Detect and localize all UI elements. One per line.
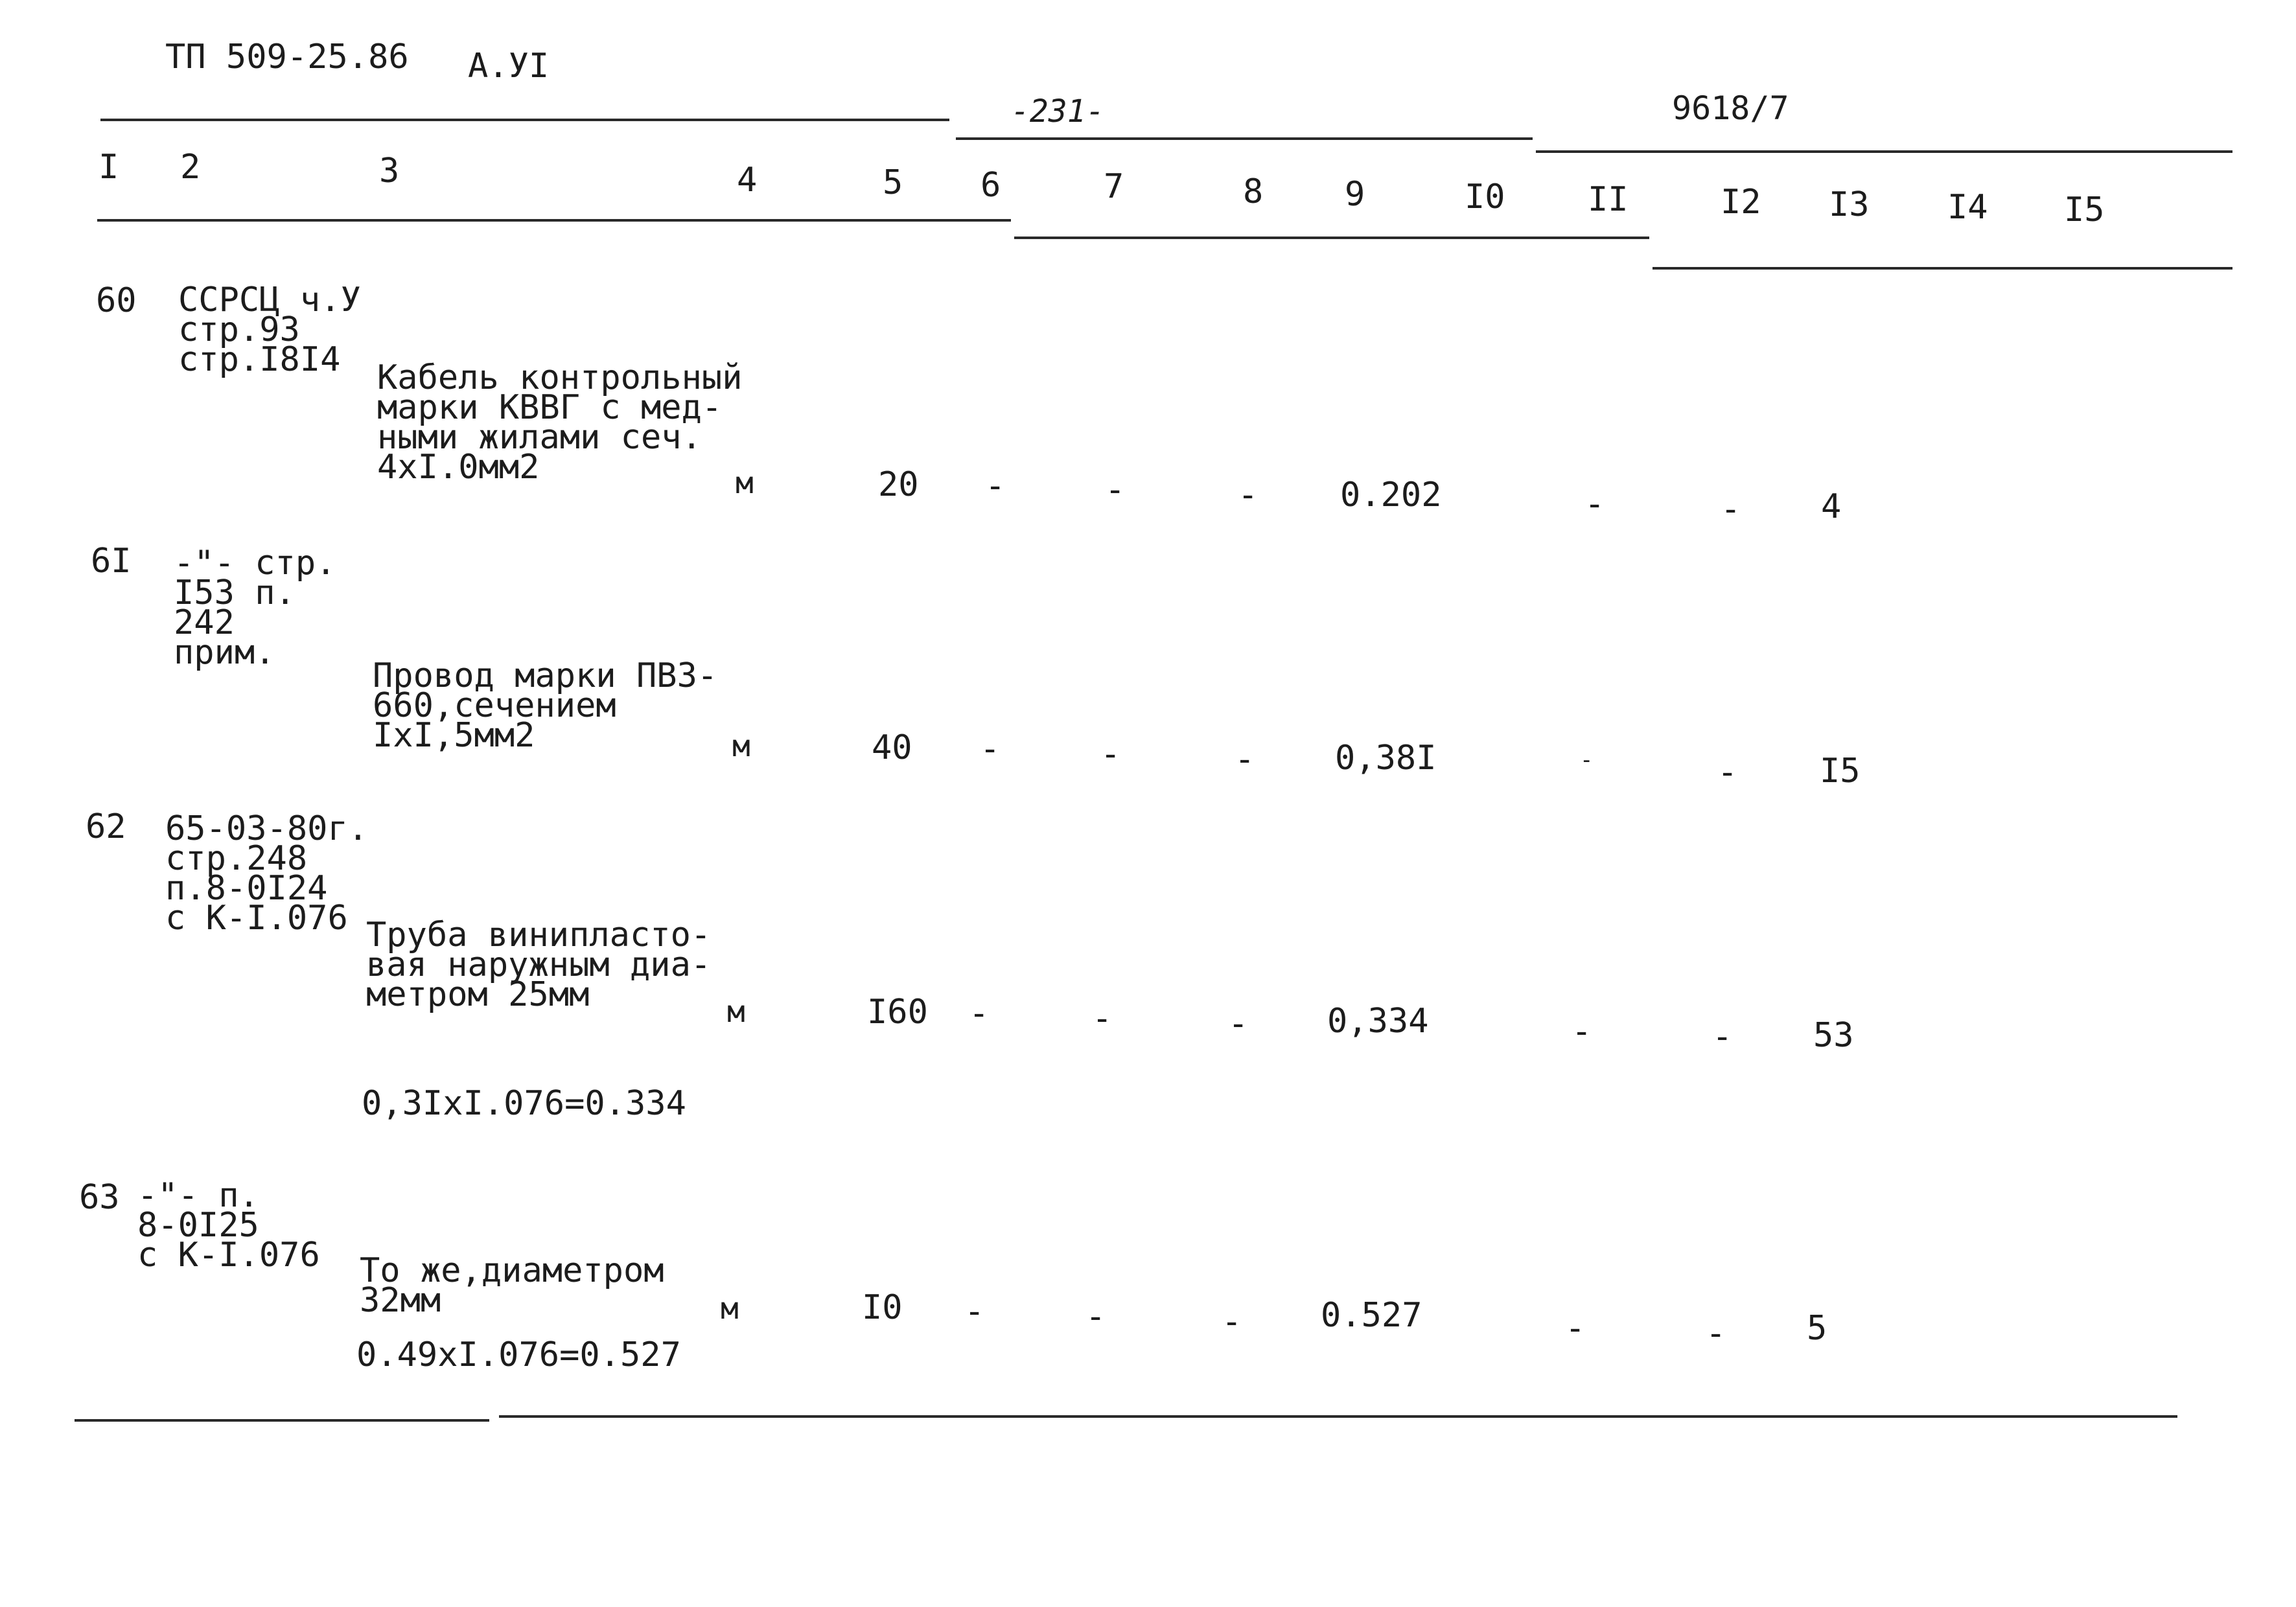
row-col8: - bbox=[1238, 476, 1258, 514]
row-col6: - bbox=[969, 994, 990, 1033]
col-header-7: 7 bbox=[1104, 167, 1124, 206]
col-header-6: 6 bbox=[980, 166, 1001, 205]
col-header-5: 5 bbox=[883, 163, 903, 202]
row-quantity: 40 bbox=[872, 728, 912, 767]
row-calculation: 0.49хI.076=0.527 bbox=[356, 1335, 681, 1374]
bottom-rule-right bbox=[499, 1415, 2177, 1418]
row-quantity: 20 bbox=[878, 465, 919, 504]
row-col6: - bbox=[980, 730, 1001, 769]
col-header-2: 2 bbox=[180, 148, 201, 187]
row-col9: 0.202 bbox=[1340, 476, 1442, 514]
row-col9: 0.527 bbox=[1321, 1296, 1422, 1335]
row-unit: м bbox=[727, 994, 745, 1029]
row-col12: - bbox=[1712, 1017, 1733, 1056]
bottom-rule-left bbox=[75, 1419, 489, 1422]
col-header-14: I4 bbox=[1947, 188, 1988, 227]
row-source-ref: -"- п. 8-0I25 с К-I.076 bbox=[137, 1176, 320, 1275]
row-item-name: То же,диаметром 32мм bbox=[360, 1251, 664, 1320]
row-calculation: 0,3IхI.076=0.334 bbox=[362, 1084, 686, 1123]
row-col7: - bbox=[1105, 470, 1126, 509]
col-header-8: 8 bbox=[1243, 172, 1264, 211]
row-col12: - bbox=[1706, 1314, 1726, 1353]
row-unit: м bbox=[732, 728, 750, 763]
row-col7: - bbox=[1100, 735, 1121, 774]
row-number: 6I bbox=[91, 542, 132, 581]
row-quantity: I0 bbox=[862, 1288, 903, 1327]
top-rule-right bbox=[1536, 150, 2232, 153]
row-col7: - bbox=[1085, 1297, 1106, 1336]
row-col12: - bbox=[1721, 490, 1741, 529]
row-col8: - bbox=[1235, 740, 1255, 779]
doc-code: ТП 509-25.86 bbox=[165, 38, 409, 76]
row-col11: - bbox=[1580, 747, 1594, 773]
col-header-10: I0 bbox=[1465, 178, 1505, 216]
row-item-name: Труба винипласто- вая наружным диа- метром 25мм bbox=[366, 916, 712, 1014]
row-col8: - bbox=[1222, 1302, 1242, 1341]
row-source-ref: ССРСЦ ч.У стр.93 стр.I8I4 bbox=[178, 281, 361, 379]
col-header-1: I bbox=[99, 148, 119, 187]
top-rule-left bbox=[100, 119, 949, 121]
row-unit: м bbox=[736, 465, 754, 500]
row-col7: - bbox=[1092, 999, 1113, 1038]
col-header-12: I2 bbox=[1721, 183, 1761, 222]
row-source-ref: -"- стр. I53 п. 242 прим. bbox=[174, 544, 336, 672]
row-col9: 0,38I bbox=[1335, 739, 1437, 778]
row-col13: 4 bbox=[1821, 487, 1842, 526]
header-rule-middle bbox=[1014, 237, 1649, 239]
page-number: -231- bbox=[1011, 93, 1105, 130]
row-col11: - bbox=[1584, 485, 1605, 524]
row-col13: 53 bbox=[1813, 1016, 1854, 1055]
header-rule-right bbox=[1652, 267, 2232, 270]
row-col11: - bbox=[1571, 1012, 1592, 1051]
row-col6: - bbox=[964, 1292, 985, 1331]
row-item-name: Провод марки ПВЗ- 660,сечением IхI,5мм2 bbox=[373, 656, 718, 755]
col-header-4: 4 bbox=[737, 161, 758, 200]
top-rule-middle bbox=[956, 137, 1533, 140]
row-col13: 5 bbox=[1807, 1309, 1827, 1348]
col-header-9: 9 bbox=[1345, 175, 1365, 214]
row-col11: - bbox=[1565, 1309, 1586, 1348]
col-header-3: 3 bbox=[379, 152, 400, 191]
archive-number: 9618/7 bbox=[1672, 89, 1789, 127]
col-header-11: II bbox=[1588, 180, 1629, 219]
row-number: 63 bbox=[79, 1178, 120, 1217]
col-header-15: I5 bbox=[2064, 191, 2105, 229]
col-header-13: I3 bbox=[1829, 185, 1870, 224]
album-label: А.УI bbox=[468, 47, 550, 86]
row-col13: I5 bbox=[1820, 752, 1861, 791]
row-item-name: Кабель контрольный марки КВВГ с мед- ными жилами сеч. 4хI.0мм2 bbox=[377, 358, 743, 487]
row-col8: - bbox=[1228, 1004, 1249, 1043]
row-col6: - bbox=[985, 467, 1006, 505]
row-quantity: I60 bbox=[867, 993, 928, 1032]
row-number: 62 bbox=[86, 807, 126, 846]
row-col12: - bbox=[1717, 753, 1738, 792]
row-unit: м bbox=[721, 1291, 739, 1326]
row-number: 60 bbox=[96, 281, 137, 320]
row-col9: 0,334 bbox=[1327, 1002, 1429, 1041]
header-rule-left bbox=[97, 219, 1011, 222]
row-source-ref: 65-03-80г. стр.248 п.8-0I24 с К-I.076 bbox=[165, 809, 369, 938]
